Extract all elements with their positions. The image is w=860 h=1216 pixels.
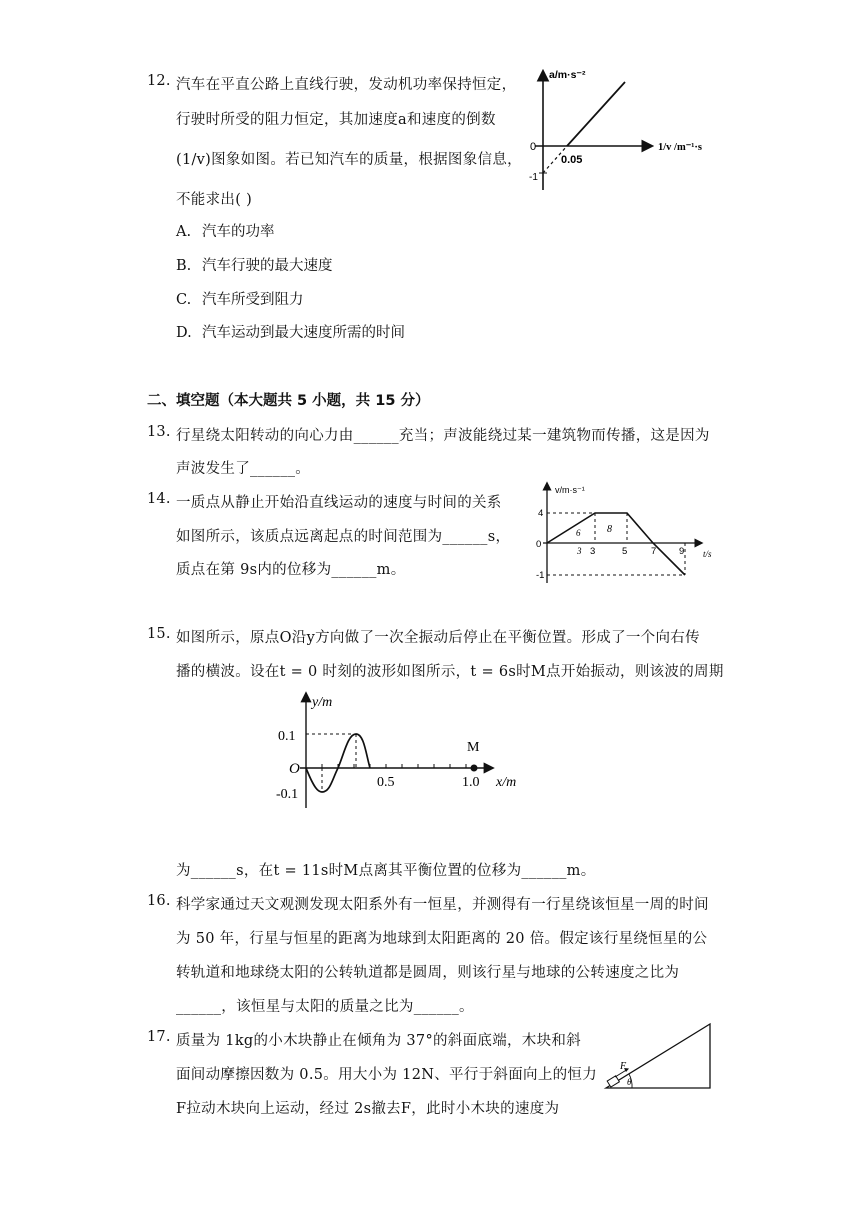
question-16-line-2: 为 50 年，行星与恒星的距离为地球到太阳距离的 20 倍。假定该行星绕恒星的公 (176, 931, 708, 947)
x-axis-label: x/m (496, 775, 517, 790)
graph-line (567, 82, 625, 146)
option-a[interactable] (176, 220, 275, 241)
y-pos-label: 0.1 (278, 729, 296, 744)
origin-label: 0 (530, 141, 537, 153)
question-12-line-1: 汽车在平直公路上直线行驶，发动机功率保持恒定， (176, 77, 517, 93)
t-tick-label: 5 (622, 546, 628, 557)
t-axis-label: t/s (703, 549, 712, 559)
point-m-label: M (467, 740, 480, 755)
option-c[interactable] (176, 288, 304, 309)
y-axis-label: a/m·s⁻² (549, 69, 586, 81)
option-d[interactable] (176, 321, 405, 342)
origin-label: 0 (536, 539, 542, 550)
question-12-line-3: (1/v)图象如图。若已知汽车的质量，根据图象信息， (176, 152, 522, 168)
option-b[interactable] (176, 254, 333, 275)
option-label: A. (176, 224, 192, 240)
force-label: F (620, 1061, 627, 1072)
question-12-line-4: 不能求出( ) (176, 192, 253, 208)
question-13-number: 13. (147, 424, 171, 440)
block (607, 1076, 619, 1087)
option-text: 汽车行驶的最大速度 (202, 258, 333, 274)
question-13-line-1: 行星绕太阳转动的向心力由______充当；声波能绕过某一建筑物而传播，这是因为 (176, 428, 710, 444)
option-label: B. (176, 258, 192, 274)
question-14-line-3: 质点在第 9s内的位移为______m。 (176, 562, 406, 578)
question-15-line-3: 为______s，在t = 11s时M点离其平衡位置的位移为______m。 (176, 863, 596, 879)
question-15-line-1: 如图所示，原点O沿y方向做了一次全振动后停止在平衡位置。形成了一个向右传 (176, 630, 700, 646)
t-tick-label: 3 (577, 546, 582, 556)
y-axis-label: y/m (312, 695, 333, 710)
v-axis-label: v/m·s⁻¹ (555, 485, 585, 495)
option-text: 汽车运动到最大速度所需的时间 (202, 325, 405, 341)
point-m-marker (471, 765, 478, 772)
angle-label: θ (627, 1077, 632, 1087)
option-label: D. (176, 325, 192, 341)
question-15-number: 15. (147, 626, 171, 642)
t-tick-label: 9 (679, 546, 685, 557)
incline-triangle (606, 1024, 710, 1088)
section-heading: 二、填空题（本大题共 5 小题，共 15 分） (147, 393, 430, 409)
waveform-figure (270, 688, 535, 813)
option-label: C. (176, 292, 192, 308)
question-14-line-2: 如图所示，该质点远离起点的时间范围为______s， (176, 529, 511, 545)
question-16-line-3: 转轨道和地球绕太阳的公转轨道都是圆周，则该行星与地球的公转速度之比为 (176, 965, 680, 981)
option-text: 汽车的功率 (202, 224, 275, 240)
t-tick-label: 3 (590, 546, 596, 557)
question-17-line-2: 面间动摩擦因数为 0.5。用大小为 12N、平行于斜面向上的恒力 (176, 1067, 598, 1083)
question-13-line-2: 声波发生了______。 (176, 461, 311, 477)
question-12-line-2: 行驶时所受的阻力恒定，其加速度a和速度的倒数 (176, 112, 496, 128)
question-12-number: 12. (147, 73, 171, 89)
question-14-line-1: 一质点从静止开始沿直线运动的速度与时间的关系 (176, 495, 502, 511)
acceleration-graph-figure (525, 62, 725, 197)
neg-one-label: -1 (529, 172, 538, 183)
origin-label: O (289, 761, 300, 777)
question-17-line-3: F拉动木块向上运动，经过 2s撤去F，此时小木块的速度为 (176, 1101, 560, 1117)
x-axis-label: 1/v /m⁻¹·s (658, 142, 702, 153)
t-tick-label: 7 (651, 546, 657, 557)
wave-curve (306, 734, 370, 792)
v-top-label: 4 (538, 508, 544, 519)
question-16-number: 16. (147, 893, 171, 909)
question-14-number: 14. (147, 491, 171, 507)
x-tick-label: 0.5 (377, 775, 395, 790)
area-label: 8 (607, 524, 612, 535)
question-15-line-2: 播的横波。设在t = 0 时刻的波形如图所示，t = 6s时M点开始振动，则该波的周期 (176, 664, 724, 680)
question-17-number: 17. (147, 1029, 171, 1045)
question-17-line-1: 质量为 1kg的小木块静止在倾角为 37°的斜面底端，木块和斜 (176, 1033, 582, 1049)
option-text: 汽车所受到阻力 (202, 292, 304, 308)
y-neg-label: -0.1 (276, 787, 299, 802)
question-16-line-4: ______，该恒星与太阳的质量之比为______。 (176, 999, 474, 1015)
x-tick-label: 0.05 (561, 154, 583, 166)
area-label: 6 (576, 528, 581, 538)
incline-figure (598, 1020, 716, 1092)
question-16-line-1: 科学家通过天文观测发现太阳系外有一恒星，并测得有一行星绕该恒星一周的时间 (176, 897, 709, 913)
velocity-time-graph-figure (533, 478, 718, 588)
velocity-line (547, 513, 685, 575)
v-bottom-label: -1 (536, 570, 545, 581)
x-tick-label: 1.0 (462, 775, 480, 790)
